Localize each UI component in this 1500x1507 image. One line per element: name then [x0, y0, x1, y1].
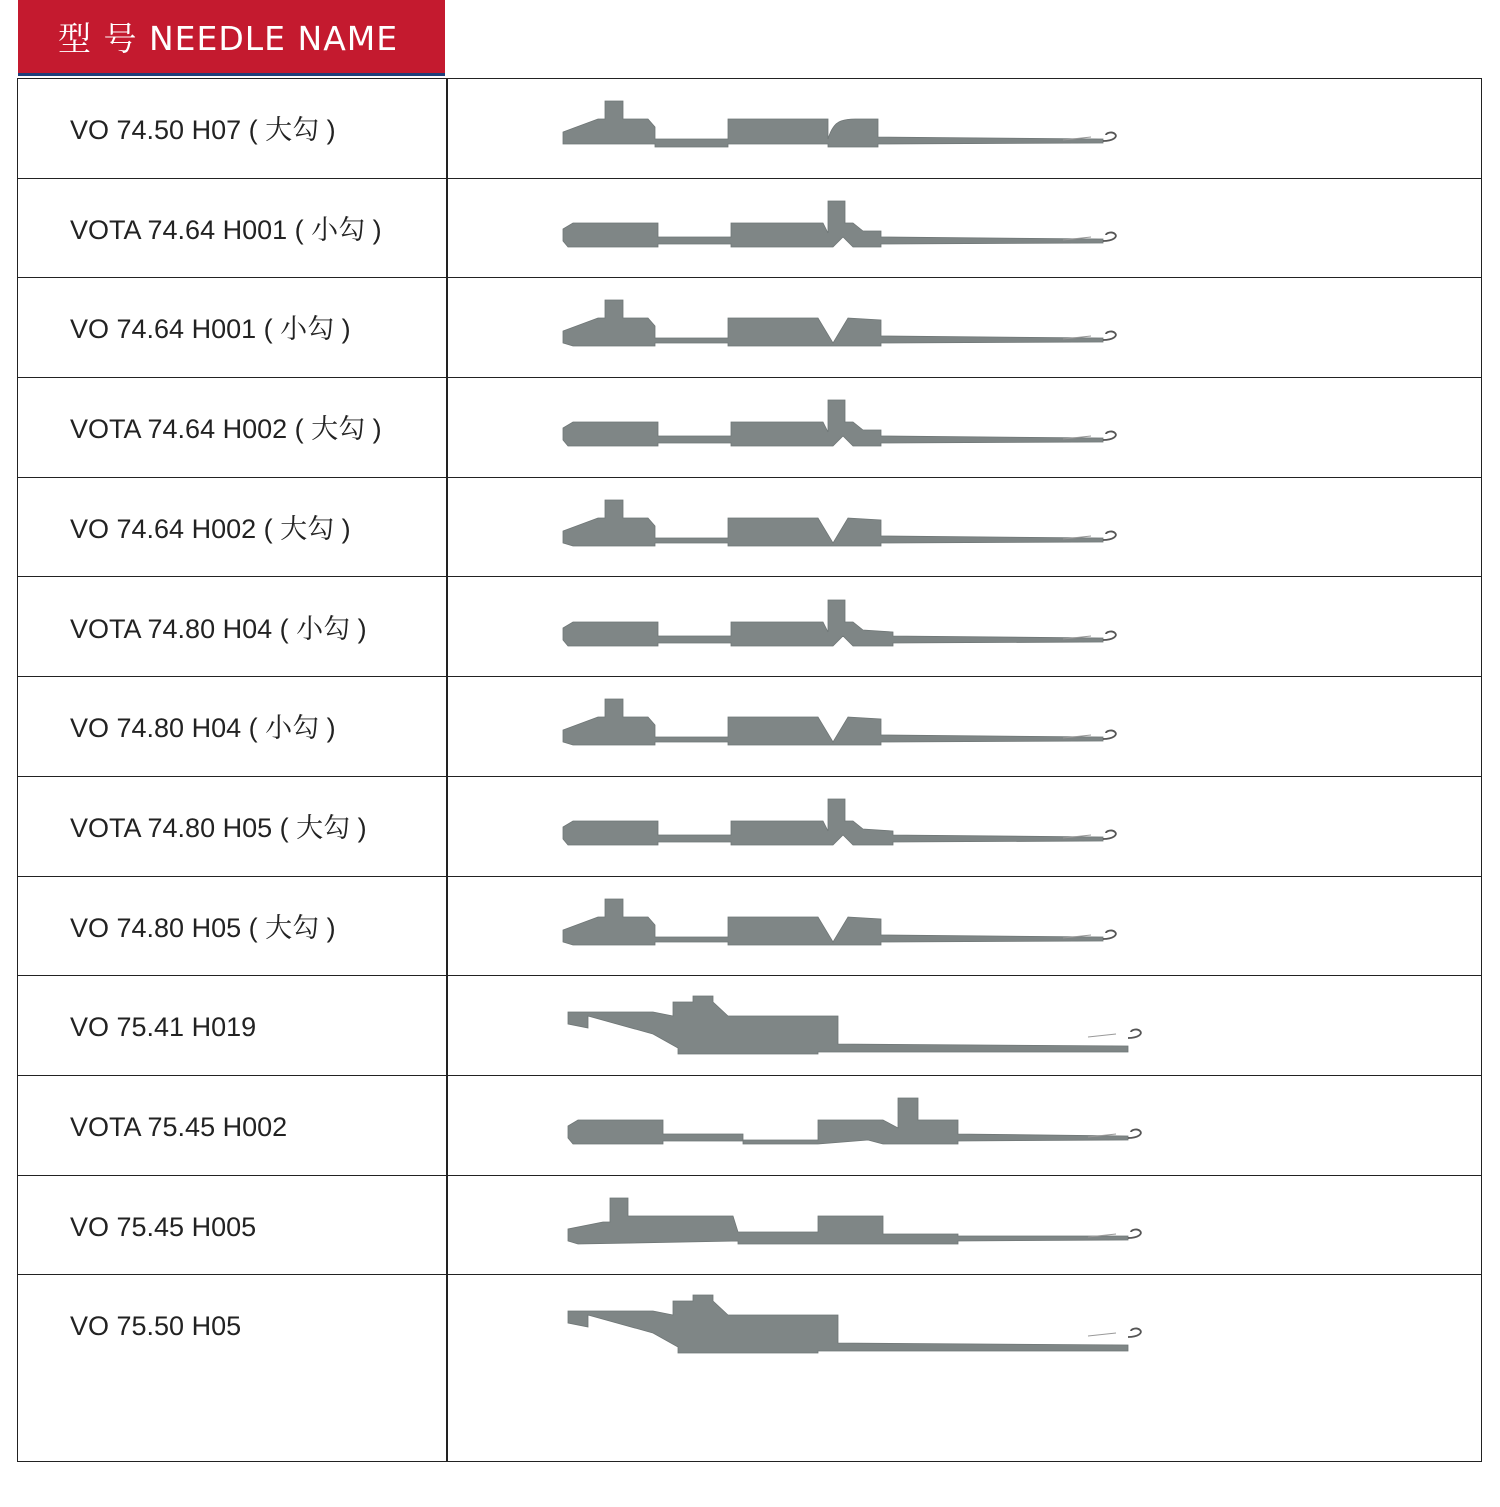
table-row: [18, 1275, 1481, 1460]
needle-profile-image: [543, 598, 1193, 660]
table-row: [18, 777, 1481, 877]
needle-profile-image: [543, 398, 1193, 460]
needle-profile-image: [543, 797, 1193, 859]
table-row: [18, 677, 1481, 777]
needle-name: VO 74.64 H002 ( 大勾 ): [70, 513, 351, 544]
table-row: [18, 79, 1481, 179]
needle-name: VO 75.50 H05: [70, 1311, 242, 1342]
table-row: [18, 378, 1481, 478]
table-row: [18, 976, 1481, 1076]
needle-profile-image: [543, 498, 1193, 560]
needle-profile-image: [543, 1096, 1193, 1158]
header-tab: [18, 0, 445, 76]
table-row: [18, 179, 1481, 279]
table-row: [18, 877, 1481, 977]
table-row: [18, 578, 1481, 678]
needle-profile-image: [543, 1196, 1193, 1258]
needle-name: VOTA 74.64 H001 ( 小勾 ): [70, 214, 382, 245]
table-row: [18, 1176, 1481, 1276]
needle-profile-image: [543, 697, 1193, 759]
needle-profile-image: [543, 199, 1193, 261]
needle-profile-image: [543, 1295, 1193, 1357]
needle-name: VO 75.41 H019: [70, 1012, 257, 1043]
needle-profile-image: [543, 897, 1193, 959]
needle-name: VOTA 75.45 H002: [70, 1112, 288, 1142]
table-row: [18, 1076, 1481, 1176]
needle-name: VOTA 74.64 H002 ( 大勾 ): [70, 414, 382, 445]
needle-name: VO 74.80 H05 ( 大勾 ): [70, 912, 336, 943]
needle-profile-image: [543, 99, 1193, 161]
header-title: 型 号 NEEDLE NAME: [58, 19, 399, 58]
needle-name: VOTA 74.80 H05 ( 大勾 ): [70, 812, 367, 843]
needle-profile-image: [543, 996, 1193, 1058]
needle-name: VO 74.64 H001 ( 小勾 ): [70, 314, 351, 345]
needle-table: [17, 78, 1482, 1462]
table-row: [18, 278, 1481, 378]
needle-name: VO 74.80 H04 ( 小勾 ): [70, 713, 336, 744]
table-row: [18, 478, 1481, 578]
needle-profile-image: [543, 298, 1193, 360]
needle-name: VOTA 74.80 H04 ( 小勾 ): [70, 613, 367, 644]
needle-name: VO 74.50 H07 ( 大勾 ): [70, 115, 336, 145]
needle-name: VO 75.45 H005: [70, 1211, 257, 1242]
